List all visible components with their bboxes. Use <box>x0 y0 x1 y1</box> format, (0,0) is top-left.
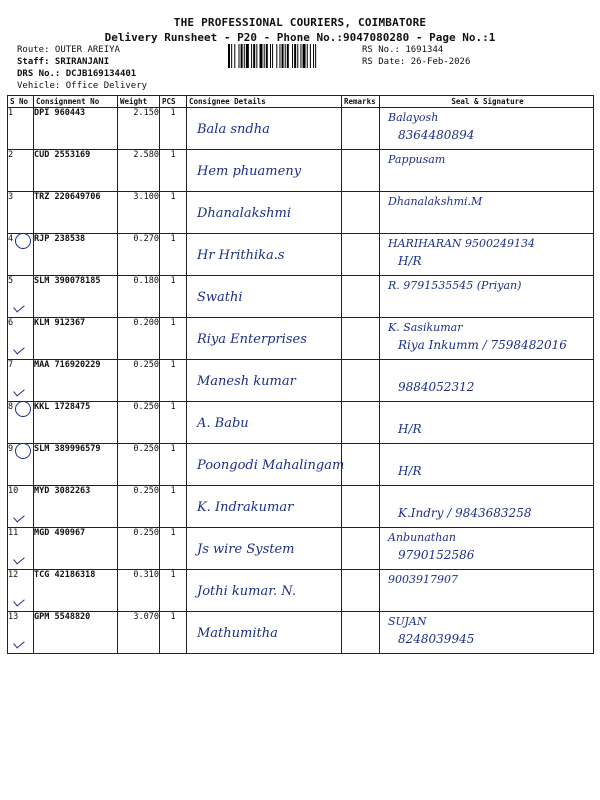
consignee-handwriting: Riya Enterprises <box>197 332 307 347</box>
consignment-no: MGD 490967 <box>34 528 118 570</box>
barcode-bar <box>266 44 268 68</box>
consignment-no: KLM 912367 <box>34 318 118 360</box>
table-row <box>8 612 594 654</box>
row-sno-cell <box>8 444 34 486</box>
consignee-cell <box>187 276 342 318</box>
circle-mark <box>15 443 31 459</box>
signature-line-2: 8248039945 <box>398 632 475 646</box>
consignee-handwriting: Bala sndha <box>197 122 270 137</box>
table-row <box>8 528 594 570</box>
consignee-cell <box>187 108 342 150</box>
remarks-cell <box>342 192 380 234</box>
remarks-cell <box>342 276 380 318</box>
col-header-consignment: Consignment No <box>34 96 118 108</box>
pcs: 1 <box>160 192 187 234</box>
tick-mark <box>13 595 25 606</box>
weight: 2.150 <box>118 108 160 150</box>
barcode-bar <box>228 44 230 68</box>
row-sno-cell <box>8 276 34 318</box>
barcode-bar <box>287 44 289 68</box>
consignee-handwriting: Poongodi Mahalingam <box>197 458 345 473</box>
col-header-signature: Seal & Signature <box>380 96 594 108</box>
pcs: 1 <box>160 150 187 192</box>
barcode-bar <box>270 44 271 68</box>
circle-mark <box>15 401 31 417</box>
weight: 2.580 <box>118 150 160 192</box>
weight: 0.180 <box>118 276 160 318</box>
row-sno-cell <box>8 318 34 360</box>
weight: 0.250 <box>118 486 160 528</box>
row-sno-cell <box>8 108 34 150</box>
remarks-cell <box>342 360 380 402</box>
barcode-bar <box>294 44 296 68</box>
table-row <box>8 360 594 402</box>
barcode-bar <box>300 44 301 68</box>
consignment-no: KKL 1728475 <box>34 402 118 444</box>
barcode-bar <box>253 44 255 68</box>
barcode-bar <box>282 44 284 68</box>
pcs: 1 <box>160 486 187 528</box>
barcode-bar <box>297 44 298 68</box>
signature-line-1: K. Sasikumar <box>388 321 463 334</box>
pcs: 1 <box>160 402 187 444</box>
signature-cell <box>380 276 594 318</box>
table-row <box>8 108 594 150</box>
barcode-bar <box>303 44 306 68</box>
consignee-handwriting: Hr Hrithika.s <box>197 248 285 263</box>
weight: 0.250 <box>118 528 160 570</box>
signature-line-2: H/R <box>398 422 422 436</box>
remarks-cell <box>342 318 380 360</box>
signature-line-1: SUJAN <box>388 615 427 628</box>
consignment-no: SLM 389996579 <box>34 444 118 486</box>
signature-cell <box>380 150 594 192</box>
staff-label: Staff: SRIRANJANI <box>17 57 110 67</box>
barcode-bar <box>231 44 232 68</box>
signature-cell <box>380 402 594 444</box>
row-sno: 9 <box>8 444 14 454</box>
pcs: 1 <box>160 570 187 612</box>
drs-number: DRS No.: DCJB169134401 <box>17 69 137 79</box>
consignment-no: MAA 716920229 <box>34 360 118 402</box>
barcode-bar <box>234 44 235 68</box>
consignee-handwriting: A. Babu <box>197 416 249 431</box>
weight: 0.250 <box>118 444 160 486</box>
signature-cell <box>380 570 594 612</box>
consignee-cell <box>187 444 345 486</box>
barcode-bar <box>285 44 286 68</box>
signature-line-1: Dhanalakshmi.M <box>388 195 483 208</box>
weight: 3.100 <box>118 192 160 234</box>
runsheet-table <box>7 95 594 654</box>
signature-cell <box>380 486 594 528</box>
table-row <box>8 234 594 276</box>
remarks-cell <box>342 570 380 612</box>
col-header-consignee: Consignee Details <box>187 96 342 108</box>
barcode-bar <box>251 44 252 68</box>
table-row <box>8 192 594 234</box>
consignee-handwriting: Js wire System <box>197 542 295 557</box>
consignment-no: TRZ 220649706 <box>34 192 118 234</box>
remarks-cell <box>342 402 380 444</box>
weight: 0.200 <box>118 318 160 360</box>
row-sno: 12 <box>8 570 19 580</box>
signature-line-1: R. 9791535545 (Priyan) <box>388 279 522 292</box>
pcs: 1 <box>160 444 187 486</box>
row-sno-cell <box>8 528 34 570</box>
row-sno: 6 <box>8 318 14 328</box>
signature-line-2: 9790152586 <box>398 548 475 562</box>
table-row <box>8 276 594 318</box>
signature-line-1: Anbunathan <box>388 531 456 544</box>
barcode-bar <box>239 44 240 68</box>
barcode-bar <box>256 44 257 68</box>
tick-mark <box>13 637 25 648</box>
consignment-no: SLM 390078185 <box>34 276 118 318</box>
barcode-bar <box>272 44 273 68</box>
consignment-no: TCG 42186318 <box>34 570 118 612</box>
barcode-bar <box>292 44 293 68</box>
barcode-bar <box>246 44 249 68</box>
row-sno-cell <box>8 612 34 654</box>
col-header-pcs: PCS <box>160 96 187 108</box>
barcode-bar <box>279 44 280 68</box>
row-sno: 8 <box>8 402 14 412</box>
signature-line-1: 9003917907 <box>388 573 458 586</box>
pcs: 1 <box>160 318 187 360</box>
consignee-handwriting: Hem phuameny <box>197 164 302 179</box>
remarks-cell <box>342 150 380 192</box>
col-header-sno: S No <box>8 96 34 108</box>
signature-cell <box>380 108 594 150</box>
row-sno: 7 <box>8 360 14 370</box>
signature-line-1: Balayosh <box>388 111 439 124</box>
barcode-bar <box>307 44 308 68</box>
signature-line-2: Riya Inkumm / 7598482016 <box>398 338 567 352</box>
weight: 3.070 <box>118 612 160 654</box>
consignee-handwriting: Jothi kumar. N. <box>197 584 296 599</box>
tick-mark <box>13 511 25 522</box>
row-sno-cell <box>8 402 34 444</box>
signature-line-2: K.Indry / 9843683258 <box>398 506 532 520</box>
signature-line-1: Pappusam <box>388 153 446 166</box>
weight: 0.310 <box>118 570 160 612</box>
consignee-handwriting: Manesh kumar <box>197 374 296 389</box>
pcs: 1 <box>160 360 187 402</box>
barcode-bar <box>244 44 245 68</box>
page-subtitle: Delivery Runsheet - P20 - Phone No.:9047080280 - Page No.:1 <box>104 31 496 44</box>
page-title: THE PROFESSIONAL COURIERS, COIMBATORE <box>173 16 427 29</box>
row-sno-cell <box>8 150 34 192</box>
rs-number: RS No.: 1691344 <box>362 45 444 55</box>
signature-line-2: 8364480894 <box>398 128 475 142</box>
consignee-cell <box>187 570 342 612</box>
consignee-cell <box>187 612 342 654</box>
consignee-cell <box>187 192 342 234</box>
consignee-cell <box>187 234 342 276</box>
tick-mark <box>13 343 25 354</box>
row-sno: 13 <box>8 612 19 622</box>
weight: 0.270 <box>118 234 160 276</box>
signature-cell <box>380 444 594 486</box>
signature-line-2: H/R <box>398 254 422 268</box>
row-sno-cell <box>8 570 34 612</box>
table-row <box>8 150 594 192</box>
row-sno-cell <box>8 234 34 276</box>
table-row <box>8 444 594 486</box>
remarks-cell <box>342 528 380 570</box>
consignee-handwriting: Swathi <box>197 290 243 305</box>
table-row <box>8 402 594 444</box>
remarks-cell <box>342 108 380 150</box>
consignment-no: DPI 960443 <box>34 108 118 150</box>
consignee-handwriting: Mathumitha <box>197 626 278 641</box>
consignment-no: CUD 2553169 <box>34 150 118 192</box>
barcode-bar <box>276 44 277 68</box>
row-sno-cell <box>8 192 34 234</box>
barcode-bar <box>313 44 314 68</box>
signature-line-2: H/R <box>398 464 422 478</box>
circle-mark <box>15 233 31 249</box>
tick-mark <box>13 301 25 312</box>
tick-mark <box>13 385 25 396</box>
col-header-remarks: Remarks <box>342 96 380 108</box>
col-header-weight: Weight <box>118 96 160 108</box>
weight: 0.250 <box>118 360 160 402</box>
vehicle-label: Vehicle: Office Delivery <box>17 81 148 91</box>
barcode-bar <box>241 44 243 68</box>
consignee-cell <box>187 318 342 360</box>
row-sno: 2 <box>8 150 14 160</box>
remarks-cell <box>342 234 380 276</box>
consignment-no: GPM 5548820 <box>34 612 118 654</box>
row-sno: 10 <box>8 486 19 496</box>
consignment-no: MYD 3082263 <box>34 486 118 528</box>
consignee-cell <box>187 486 342 528</box>
barcode-bar <box>264 44 265 68</box>
signature-cell <box>380 360 594 402</box>
row-sno-cell <box>8 360 34 402</box>
consignee-cell <box>187 402 342 444</box>
pcs: 1 <box>160 612 187 654</box>
consignee-handwriting: K. Indrakumar <box>197 500 294 515</box>
pcs: 1 <box>160 234 187 276</box>
row-sno: 1 <box>8 108 14 118</box>
consignee-cell <box>187 360 342 402</box>
rs-date: RS Date: 26-Feb-2026 <box>362 57 471 67</box>
row-sno: 11 <box>8 528 19 538</box>
consignee-cell <box>187 150 342 192</box>
remarks-cell <box>342 444 380 486</box>
signature-line-2: 9884052312 <box>398 380 475 394</box>
barcode-bar <box>260 44 263 68</box>
barcode <box>228 44 358 68</box>
signature-line-1: HARIHARAN 9500249134 <box>388 237 536 250</box>
pcs: 1 <box>160 528 187 570</box>
consignee-cell <box>187 528 342 570</box>
signature-cell <box>380 528 594 570</box>
consignee-handwriting: Dhanalakshmi <box>197 206 291 221</box>
table-row <box>8 570 594 612</box>
signature-cell <box>380 192 594 234</box>
signature-cell <box>380 612 594 654</box>
row-sno: 3 <box>8 192 14 202</box>
row-sno: 4 <box>8 234 14 244</box>
barcode-bar <box>315 44 316 68</box>
row-sno-cell <box>8 486 34 528</box>
table-row <box>8 318 594 360</box>
remarks-cell <box>342 612 380 654</box>
table-row <box>8 486 594 528</box>
consignment-no: RJP 238538 <box>34 234 118 276</box>
pcs: 1 <box>160 276 187 318</box>
row-sno: 5 <box>8 276 14 286</box>
signature-cell <box>380 318 594 360</box>
table-header-row <box>8 96 594 108</box>
signature-cell <box>380 234 594 276</box>
barcode-bar <box>310 44 311 68</box>
tick-mark <box>13 553 25 564</box>
remarks-cell <box>342 486 380 528</box>
route-label: Route: OUTER AREIYA <box>17 45 120 55</box>
weight: 0.250 <box>118 402 160 444</box>
pcs: 1 <box>160 108 187 150</box>
